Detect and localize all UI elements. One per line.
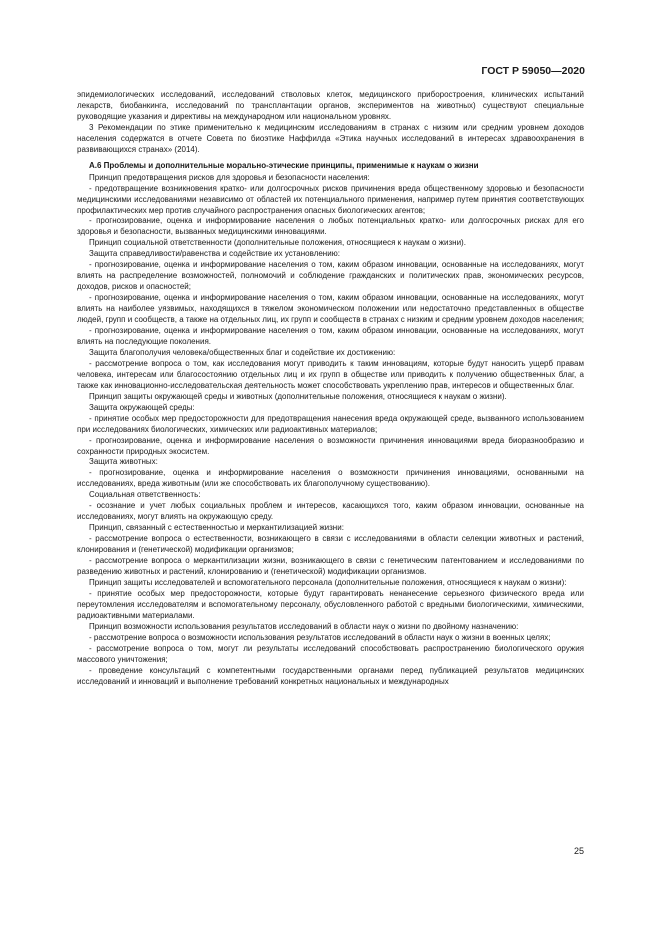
paragraph: Принцип возможности использования результатов исследований в области наук о жизни по двойному назначению: xyxy=(89,621,519,631)
paragraph: - предотвращение возникновения кратко- или долгосрочных рисков причинения вреда общественному здоровью и безопасности медицинскими исследованиями независимо от областей их потенциального применения, например путем принятия соответствующих профилактических мер против случайного распространения опасных биологических агентов; xyxy=(77,183,584,215)
paragraph: Защита животных: xyxy=(89,457,158,467)
paragraph: - рассмотрение вопроса о меркантилизации жизни, возникающего в связи с генетическим патентованием и исследованиями по разведению животных и растений, клонированию и (генетической) модификации организмов. xyxy=(77,556,584,576)
paragraph: - проведение консультаций с компетентными государственными органами перед публикацией результатов медицинских исследований и инноваций и выполнение требований конкретных национальных и международных xyxy=(77,665,584,686)
paragraph: 3 Рекомендации по этике применительно к медицинским исследованиям в странах с низким или средним уровнем доходов населения содержатся в отчете Совета по биоэтике Наффилда «Этика научных исследований в интересах здравоохранения в развивающихся странах» (2014). xyxy=(77,122,584,154)
paragraph: Принцип социальной ответственности (дополнительные положения, относящиеся к наукам о жизни). xyxy=(89,238,466,248)
paragraph: Принцип предотвращения рисков для здоровья и безопасности населения: xyxy=(89,172,370,182)
paragraph: - принятие особых мер предосторожности для предотвращения нанесения вреда окружающей среде, вызванного использованием при исследованиях биологических, химических или радиоактивных материалов; xyxy=(77,413,584,434)
paragraph: - рассмотрение вопроса о возможности использования результатов исследований в области наук о жизни в военных целях; xyxy=(89,632,551,642)
paragraph: - прогнозирование, оценка и информирование населения о том, каким образом инновации, основанные на исследованиях, могут влиять на последующие поколения. xyxy=(77,326,584,346)
paragraph: - прогнозирование, оценка и информирование населения о том, каким образом инновации, основанные на исследованиях, могут влиять на распределение возможностей, полномочий и соблюдение гражданских и политических прав, экономических ресурсов, доходов, рисков и опасностей; xyxy=(77,260,584,292)
page-number: 25 xyxy=(573,846,584,856)
paragraph: - принятие особых мер предосторожности, которые будут гарантировать ненанесение серьезного физического вреда или переутомления исследователям и вспомогательному персоналу, обусловленного работой с вредными биологическими, химическими, радиоактивными материалами. xyxy=(77,588,584,620)
paragraph: Социальная ответственность: xyxy=(89,490,201,500)
paragraph: - рассмотрение вопроса о том, могут ли результаты исследований способствовать распространению биологического оружия массового уничтожения; xyxy=(77,643,584,664)
paragraph: Принцип защиты исследователей и вспомогательного персонала (дополнительные положения, относящиеся к наукам о жизни): xyxy=(89,577,567,587)
paragraph: - прогнозирование, оценка и информирование населения о том, каким образом инновации, основанные на исследованиях, могут влиять на наиболее уязвимых, находящихся в тяжелом экономическом положении или недостаточно представленных в обществе людей, групп и сообществ, а также на отдельных лиц, их групп и сообществ в странах с низким и средним уровнем доходов населения; xyxy=(77,293,585,325)
paragraph: Принцип, связанный с естественностью и меркантилизацией жизни: xyxy=(89,523,344,533)
paragraph: - рассмотрение вопроса о естественности, возникающего в связи с исследованиями в области селекции животных и растений, клонирования и (генетической) модификации организмов; xyxy=(77,534,584,555)
paragraph: - осознание и учет любых социальных проблем и интересов, касающихся того, каким образом инновации, основанные на исследованиях, могут влиять на окружающую среду. xyxy=(77,501,584,522)
paragraph: - прогнозирование, оценка и информирование населения о возможности причинения инновациями, основанными на исследованиях, вреда животным (или же способствовать их благополучному существованию). xyxy=(77,468,584,489)
paragraph: эпидемиологических исследований, исследований стволовых клеток, медицинского приборостроения, клинических испытаний лекарств, биобанкинга, исследований по трансплантации органов, экспериментов на животных) существуют специальные руководящие указания и директивы на международном или национальном уровнях. xyxy=(77,90,584,121)
paragraph: Защита окружающей среды: xyxy=(89,402,195,412)
paragraph: Принцип защиты окружающей среды и животных (дополнительные положения, относящиеся к наукам о жизни). xyxy=(89,391,507,401)
paragraph: - прогнозирование, оценка и информирование населения о возможности причинения инновациями вреда биоразнообразию и сохранности природных экосистем. xyxy=(77,435,584,456)
paragraph: Защита благополучия человека/общественных благ и содействие их достижению: xyxy=(89,347,396,357)
document-body xyxy=(77,90,584,687)
section-heading: А.6 Проблемы и дополнительные морально-этические принципы, применимые к наукам о жизни xyxy=(89,160,479,170)
document-code-header: ГОСТ Р 59050—2020 xyxy=(481,65,585,77)
paragraph: - прогнозирование, оценка и информирование населения о любых потенциальных кратко- или долгосрочных рисках для его здоровья и безопасности, вызванных медицинскими инновациями. xyxy=(77,216,584,237)
paragraph: - рассмотрение вопроса о том, как исследования могут приводить к таким инновациям, которые будут наносить ущерб правам человека, интересам или благосостоянию отдельных лиц и их групп в обществе или приводить к получению общественных благ, а также как инновационно-исследовательская деятельность может способствовать укреплению прав, интересов и общественных благ. xyxy=(77,358,584,390)
paragraph: Защита справедливости/равенства и содействие их установлению: xyxy=(89,249,340,259)
